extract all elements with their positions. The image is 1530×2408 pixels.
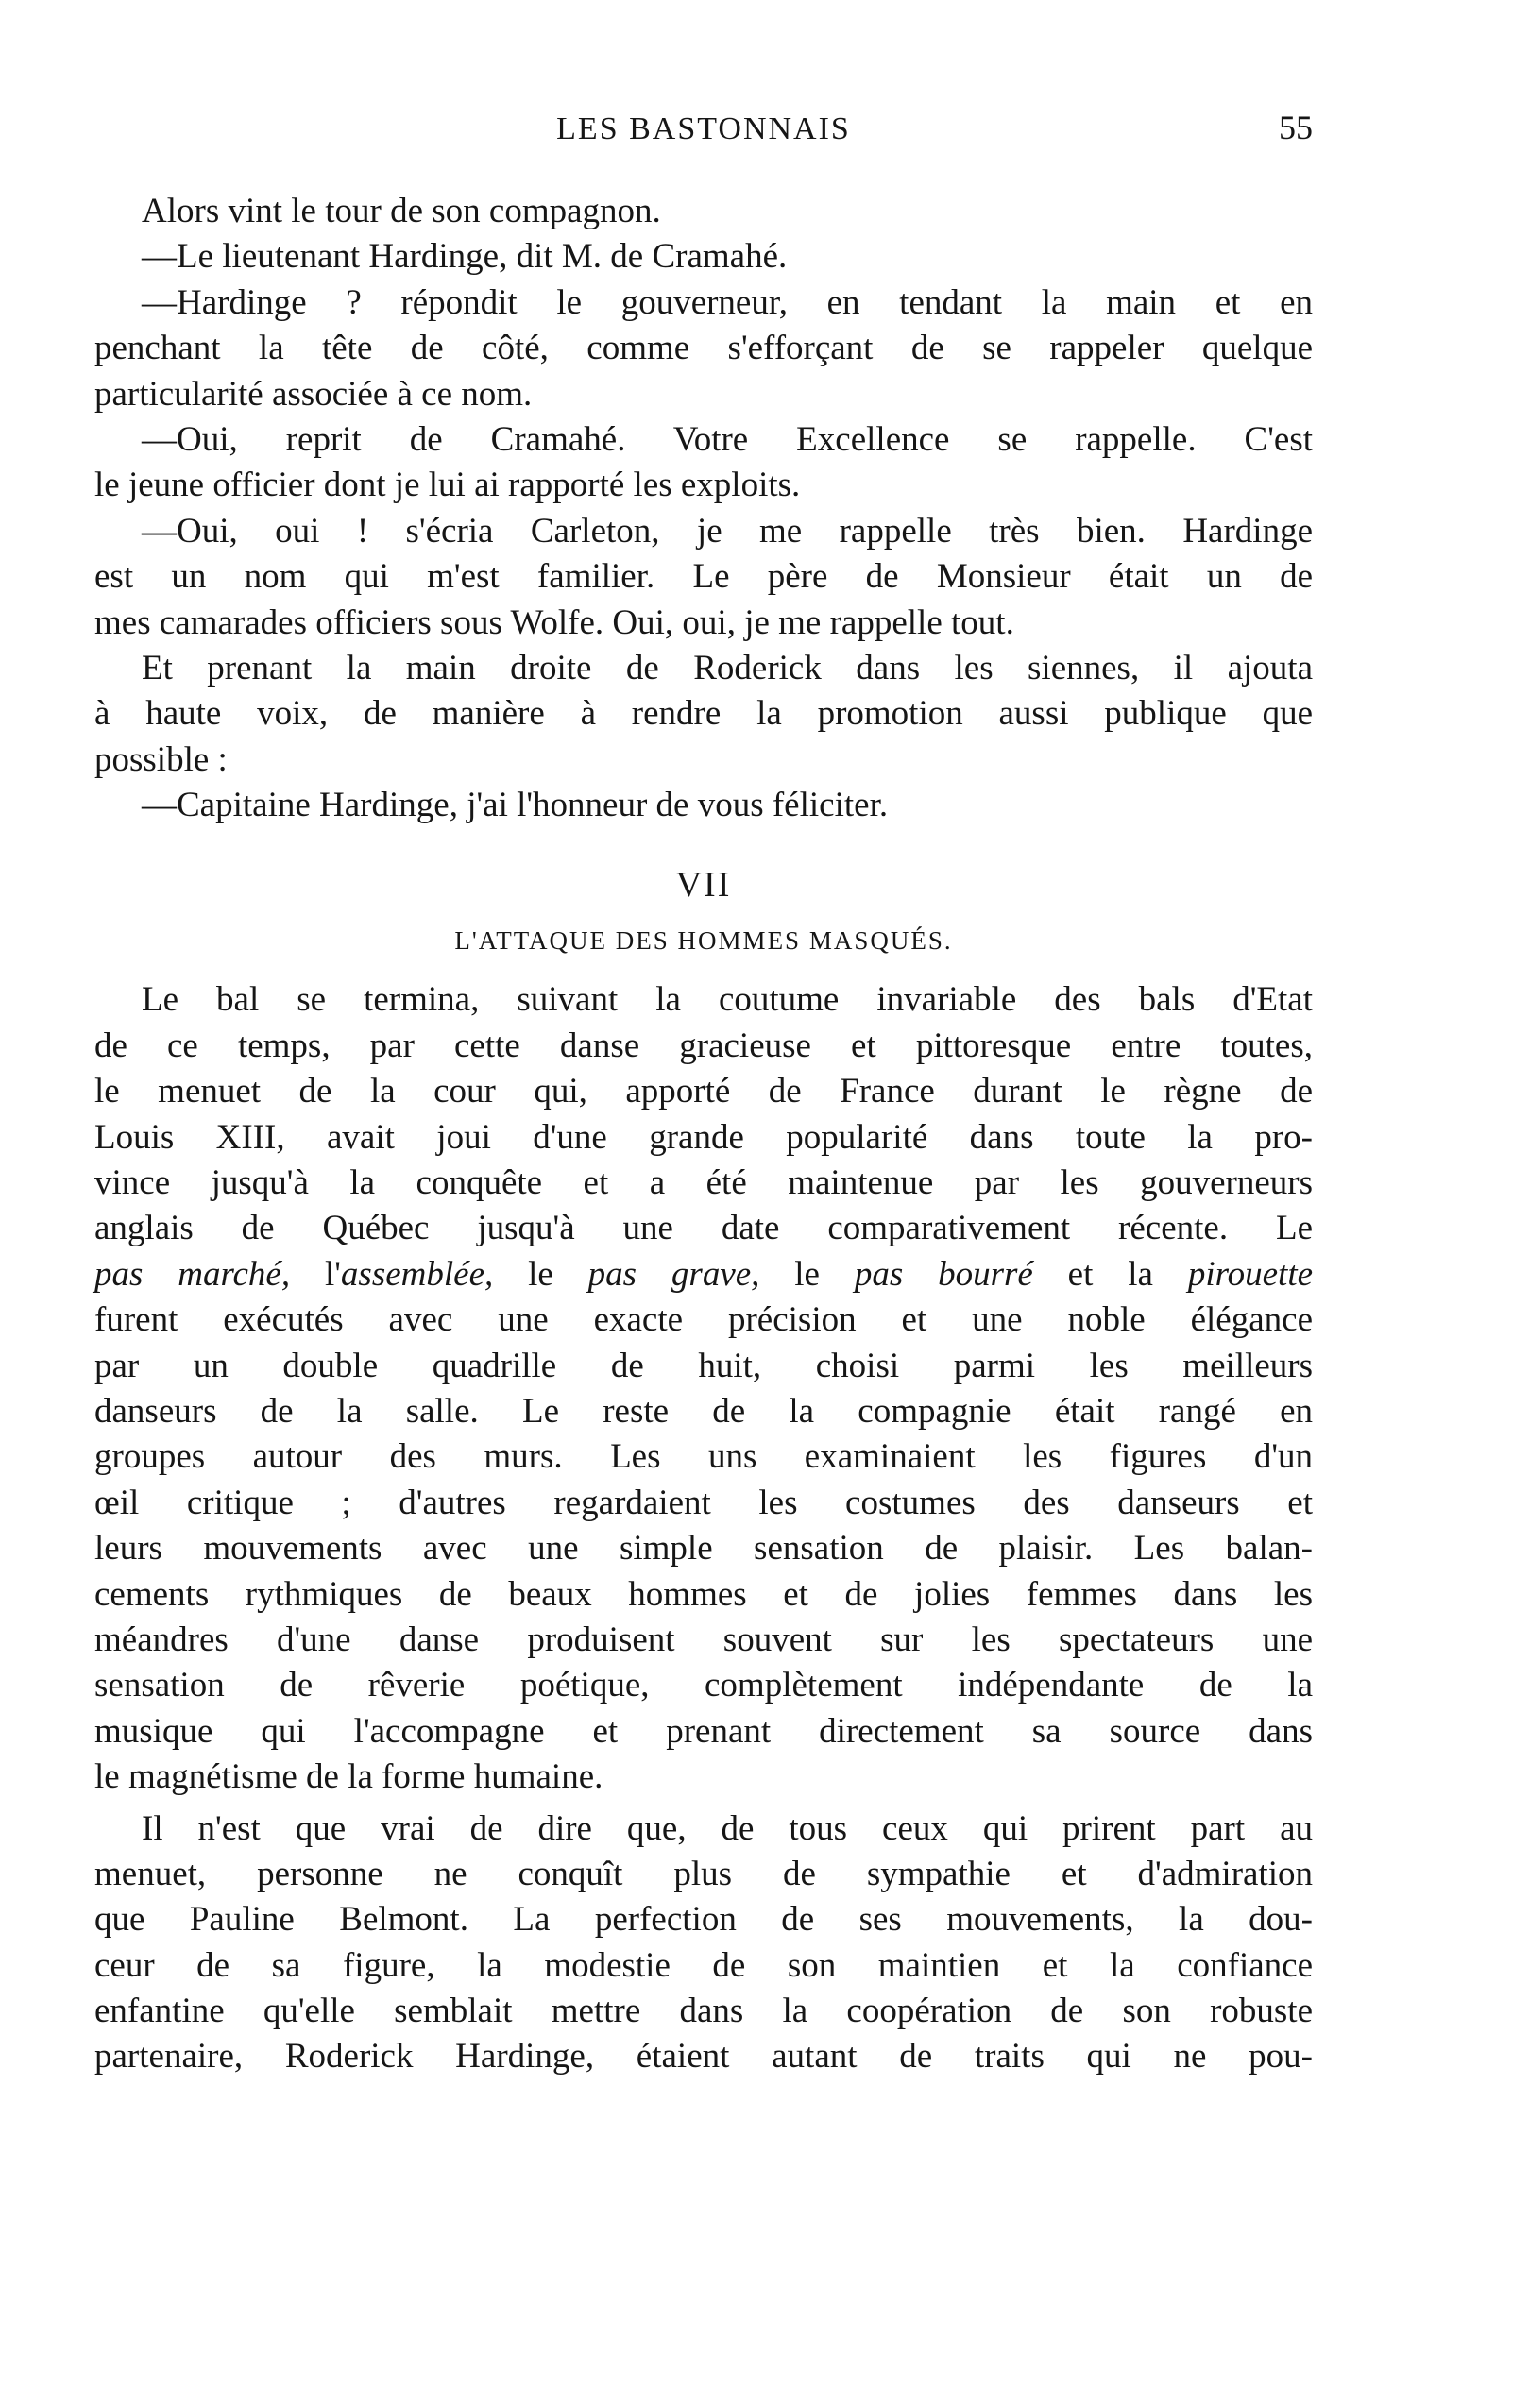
italic-term: pas marché,	[94, 1254, 291, 1294]
running-head: LES BASTONNAIS	[556, 111, 851, 146]
text-line: sensation de rêverie poétique, complètement indépendante de la	[94, 1666, 1313, 1705]
text-line: cements rythmiques de beaux hommes et de jolies femmes dans les	[94, 1574, 1313, 1614]
text-line: le jeune officier dont je lui ai rapporté les exploits.	[94, 466, 801, 505]
text-line: le menuet de la cour qui, apporté de France durant le règne de	[94, 1072, 1313, 1111]
chapter-number: VII	[675, 865, 732, 906]
text-line: à haute voix, de manière à rendre la promotion aussi publique que	[94, 694, 1313, 734]
text-line: furent exécutés avec une exacte précision et une noble élégance	[94, 1300, 1313, 1340]
text-line: —Capitaine Hardinge, j'ai l'honneur de vous féliciter.	[142, 786, 889, 825]
text-line: Le bal se termina, suivant la coutume invariable des bals d'Etat	[142, 980, 1313, 1020]
text-line: ceur de sa figure, la modestie de son maintien et la confiance	[94, 1945, 1313, 1985]
text-line: mes camarades officiers sous Wolfe. Oui, oui, je me rappelle tout.	[94, 602, 1014, 642]
italic-term: pirouette	[1187, 1254, 1314, 1294]
text-line: de ce temps, par cette danse gracieuse et pittoresque entre toutes,	[94, 1026, 1313, 1065]
text-line: —Le lieutenant Hardinge, dit M. de Cramahé.	[142, 237, 788, 277]
text-line: danseurs de la salle. Le reste de la compagnie était rangé en	[94, 1391, 1313, 1431]
text-line: vince jusqu'à la conquête et a été maintenue par les gouverneurs	[94, 1163, 1313, 1203]
chapter-title: L'ATTAQUE DES HOMMES MASQUÉS.	[454, 926, 953, 956]
text-line: leurs mouvements avec une simple sensation de plaisir. Les balan-	[94, 1529, 1313, 1569]
text-line: particularité associée à ce nom.	[94, 374, 533, 414]
text-line: méandres d'une danse produisent souvent sur les spectateurs une	[94, 1619, 1313, 1659]
text-run: l'	[290, 1254, 341, 1294]
text-line: Et prenant la main droite de Roderick dans les siennes, il ajouta	[142, 648, 1313, 687]
text-line: musique qui l'accompagne et prenant directement sa source dans	[94, 1711, 1313, 1751]
text-line: partenaire, Roderick Hardinge, étaient autant de traits qui ne pou-	[94, 2037, 1313, 2077]
text-line: —Oui, oui ! s'écria Carleton, je me rappelle très bien. Hardinge	[142, 511, 1313, 551]
text-line: —Oui, reprit de Cramahé. Votre Excellence se rappelle. C'est	[142, 419, 1313, 459]
text-line: le magnétisme de la forme humaine.	[94, 1757, 604, 1797]
text-line: œil critique ; d'autres regardaient les costumes des danseurs et	[94, 1483, 1313, 1522]
text-run: le	[759, 1254, 855, 1294]
text-run: le	[493, 1254, 588, 1294]
text-line: Il n'est que vrai de dire que, de tous ceux qui prirent part au	[142, 1808, 1313, 1848]
body-text	[94, 189, 1313, 2080]
text-line: —Hardinge ? répondit le gouverneur, en tendant la main et en	[142, 282, 1313, 322]
text-line: par un double quadrille de huit, choisi parmi les meilleurs	[94, 1346, 1313, 1385]
text-line: Louis XIII, avait joui d'une grande popularité dans toute la pro-	[94, 1117, 1313, 1157]
text-line: groupes autour des murs. Les uns examinaient les figures d'un	[94, 1437, 1313, 1477]
text-line: possible :	[94, 739, 228, 779]
text-line: que Pauline Belmont. La perfection de ses mouvements, la dou-	[94, 1900, 1313, 1940]
italic-term: assemblée,	[340, 1254, 494, 1294]
page-header	[94, 111, 1313, 168]
page-number: 55	[1279, 109, 1313, 146]
text-line-mixed	[94, 1252, 1313, 1297]
text-line: enfantine qu'elle semblait mettre dans la coopération de son robuste	[94, 1992, 1313, 2031]
text-line: anglais de Québec jusqu'à une date comparativement récente. Le	[94, 1209, 1313, 1248]
text-line: Alors vint le tour de son compagnon.	[142, 192, 661, 230]
text-line: est un nom qui m'est familier. Le père de Monsieur était un de	[94, 557, 1313, 597]
italic-term: pas bourré	[854, 1254, 1033, 1294]
text-line: penchant la tête de côté, comme s'efforçant de se rappeler quelque	[94, 329, 1313, 368]
text-run: et la	[1032, 1254, 1188, 1294]
italic-term: pas grave,	[587, 1254, 760, 1294]
text-line: menuet, personne ne conquît plus de sympathie et d'admiration	[94, 1854, 1313, 1893]
